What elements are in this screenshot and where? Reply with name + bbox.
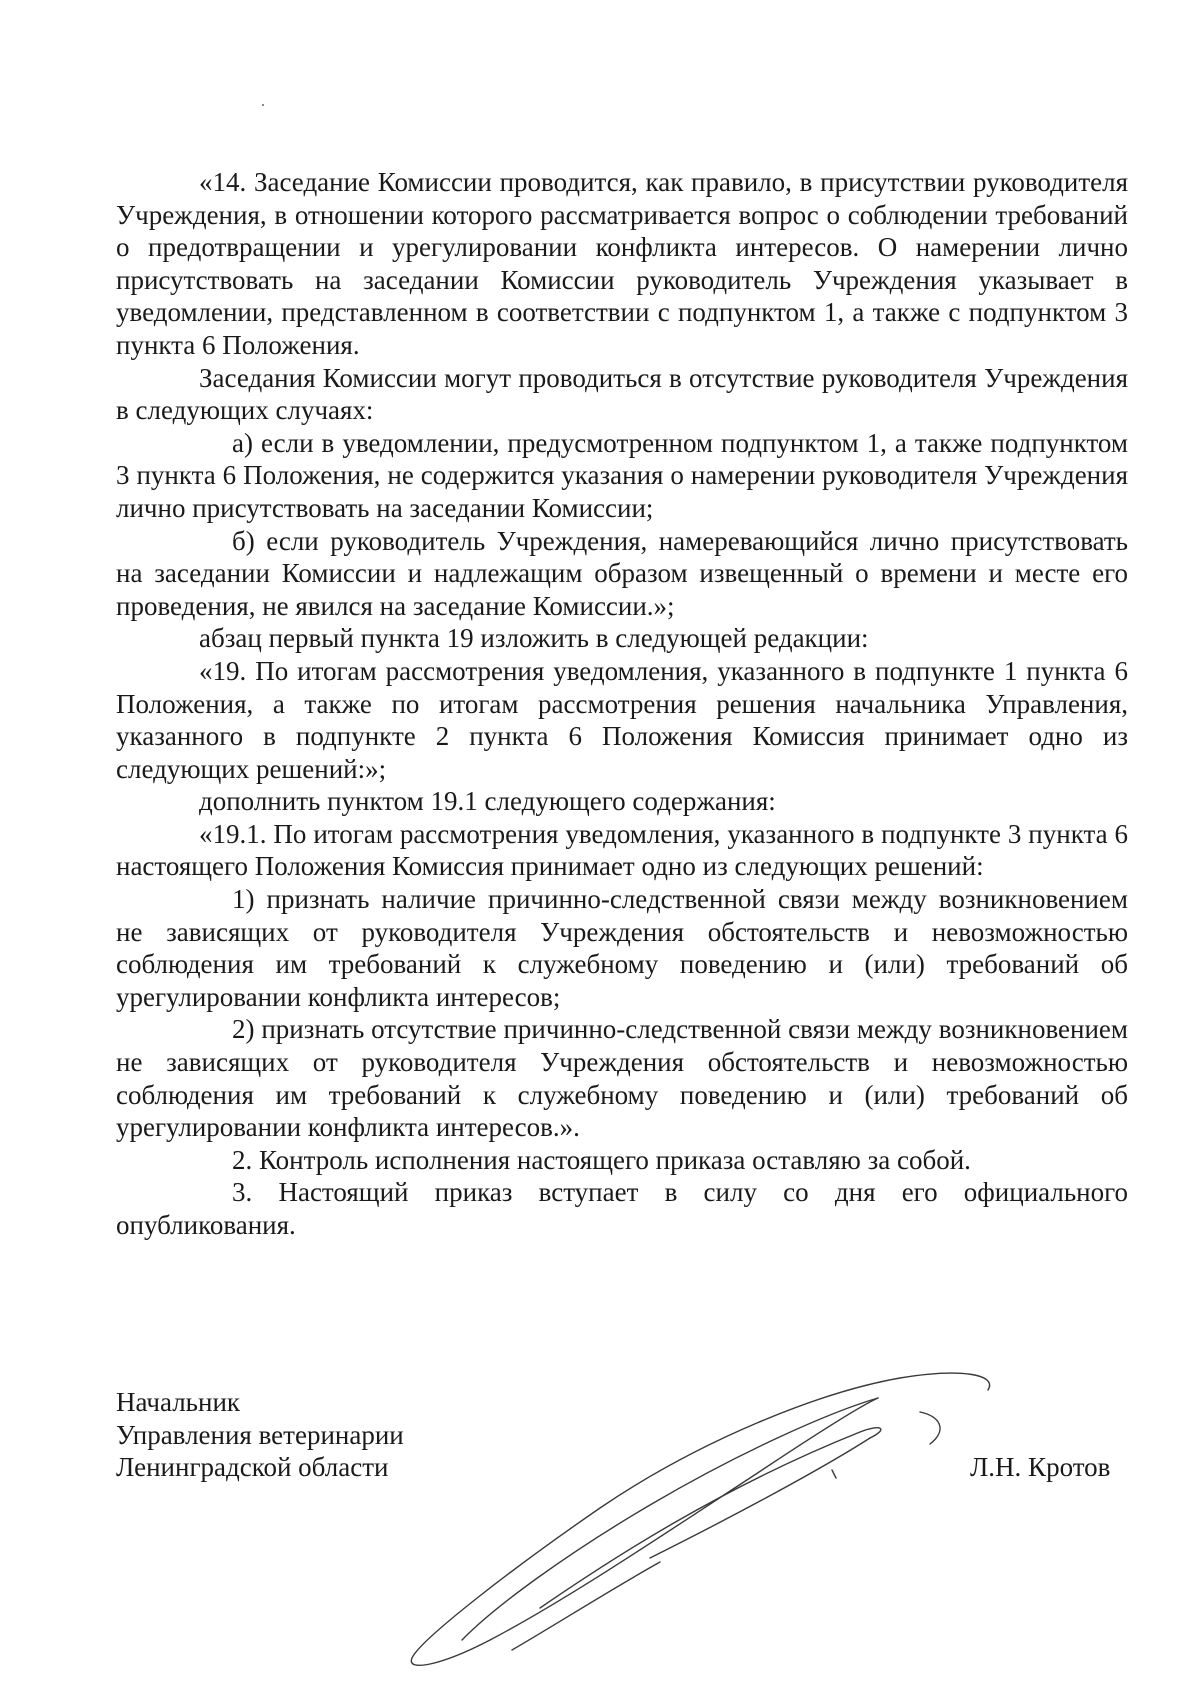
paragraph-item-14: «14. Заседание Комиссии проводится, как правило, в присутствии руководителя Учреждения, в отношении которого рассматривается вопрос о соблюдении требований о предотвращении и урегулировании конфликта интересов. О намерении лично присутствовать на заседании Комиссии руководитель Учреждения указывает в уведомлении, представленном в соответствии с подпунктом 1, а также с подпунктом 3 пункта 6 Положения. (116, 167, 1128, 360)
signature-stroke (920, 1412, 940, 1444)
paragraph-effective: 3. Настоящий приказ вступает в силу со дня его официального опубликования. (116, 1177, 1128, 1240)
document-body (116, 166, 1128, 1242)
signer-position (116, 1386, 404, 1484)
signature-stroke (512, 1562, 660, 1650)
paragraph-case-b: б) если руководитель Учреждения, намеревающийся лично присутствовать на заседании Комиссии и надлежащим образом извещенный о времени и месте его проведения, не явился на заседание Комиссии.»; (116, 525, 1128, 621)
signature-stroke (411, 1373, 989, 1665)
signature-stroke (650, 1438, 870, 1558)
paragraph-control: 2. Контроль исполнения настоящего приказа оставляю за собой. (232, 1144, 971, 1175)
signer-position-line: Ленинградской области (116, 1452, 389, 1483)
paragraph-item-19: «19. По итогам рассмотрения уведомления, указанного в подпункте 1 пункта 6 Положения, а также по итогам рассмотрения решения начальника Управления, указанного в подпункте 2 пункта 6 Положения Комиссия принимает одно из следующих решений:»; (116, 655, 1128, 784)
scan-speck (262, 104, 264, 106)
paragraph-absence-cases: Заседания Комиссии могут проводиться в отсутствие руководителя Учреждения в следующих случаях: (116, 362, 1128, 426)
paragraph-item-19-1: «19.1. По итогам рассмотрения уведомления, указанного в подпункте 3 пункта 6 настоящего Положения Комиссия принимает одно из следующих решений: (116, 818, 1128, 882)
handwritten-signature (400, 1340, 1020, 1670)
paragraph-add-19-1: дополнить пунктом 19.1 следующего содержания: (199, 786, 776, 817)
signer-position-line: Управления ветеринарии (116, 1419, 404, 1450)
paragraph-decision-1: 1) признать наличие причинно-следственной связи между возникновением не зависящих от руководителя Учреждения обстоятельств и невозможностью соблюдения им требований к служебному поведению и (или) требований об урегулировании конфликта интересов; (116, 884, 1128, 1012)
paragraph-decision-2: 2) признать отсутствие причинно-следственной связи между возникновением не зависящих от руководителя Учреждения обстоятельств и невозможностью соблюдения им требований к служебному поведению и (или) требований об урегулировании конфликта интересов.». (116, 1014, 1128, 1143)
paragraph-case-a: а) если в уведомлении, предусмотренном подпунктом 1, а также подпунктом 3 пункта 6 Положения, не содержится указания о намерении руководителя Учреждения лично присутствовать на заседании Комиссии; (116, 427, 1128, 523)
paragraph-amend-19: абзац первый пункта 19 изложить в следующей редакции: (199, 623, 869, 654)
signature-stroke (832, 1470, 836, 1478)
signer-name: Л.Н. Кротов (970, 1452, 1111, 1482)
signer-position-line: Начальник (116, 1387, 241, 1417)
